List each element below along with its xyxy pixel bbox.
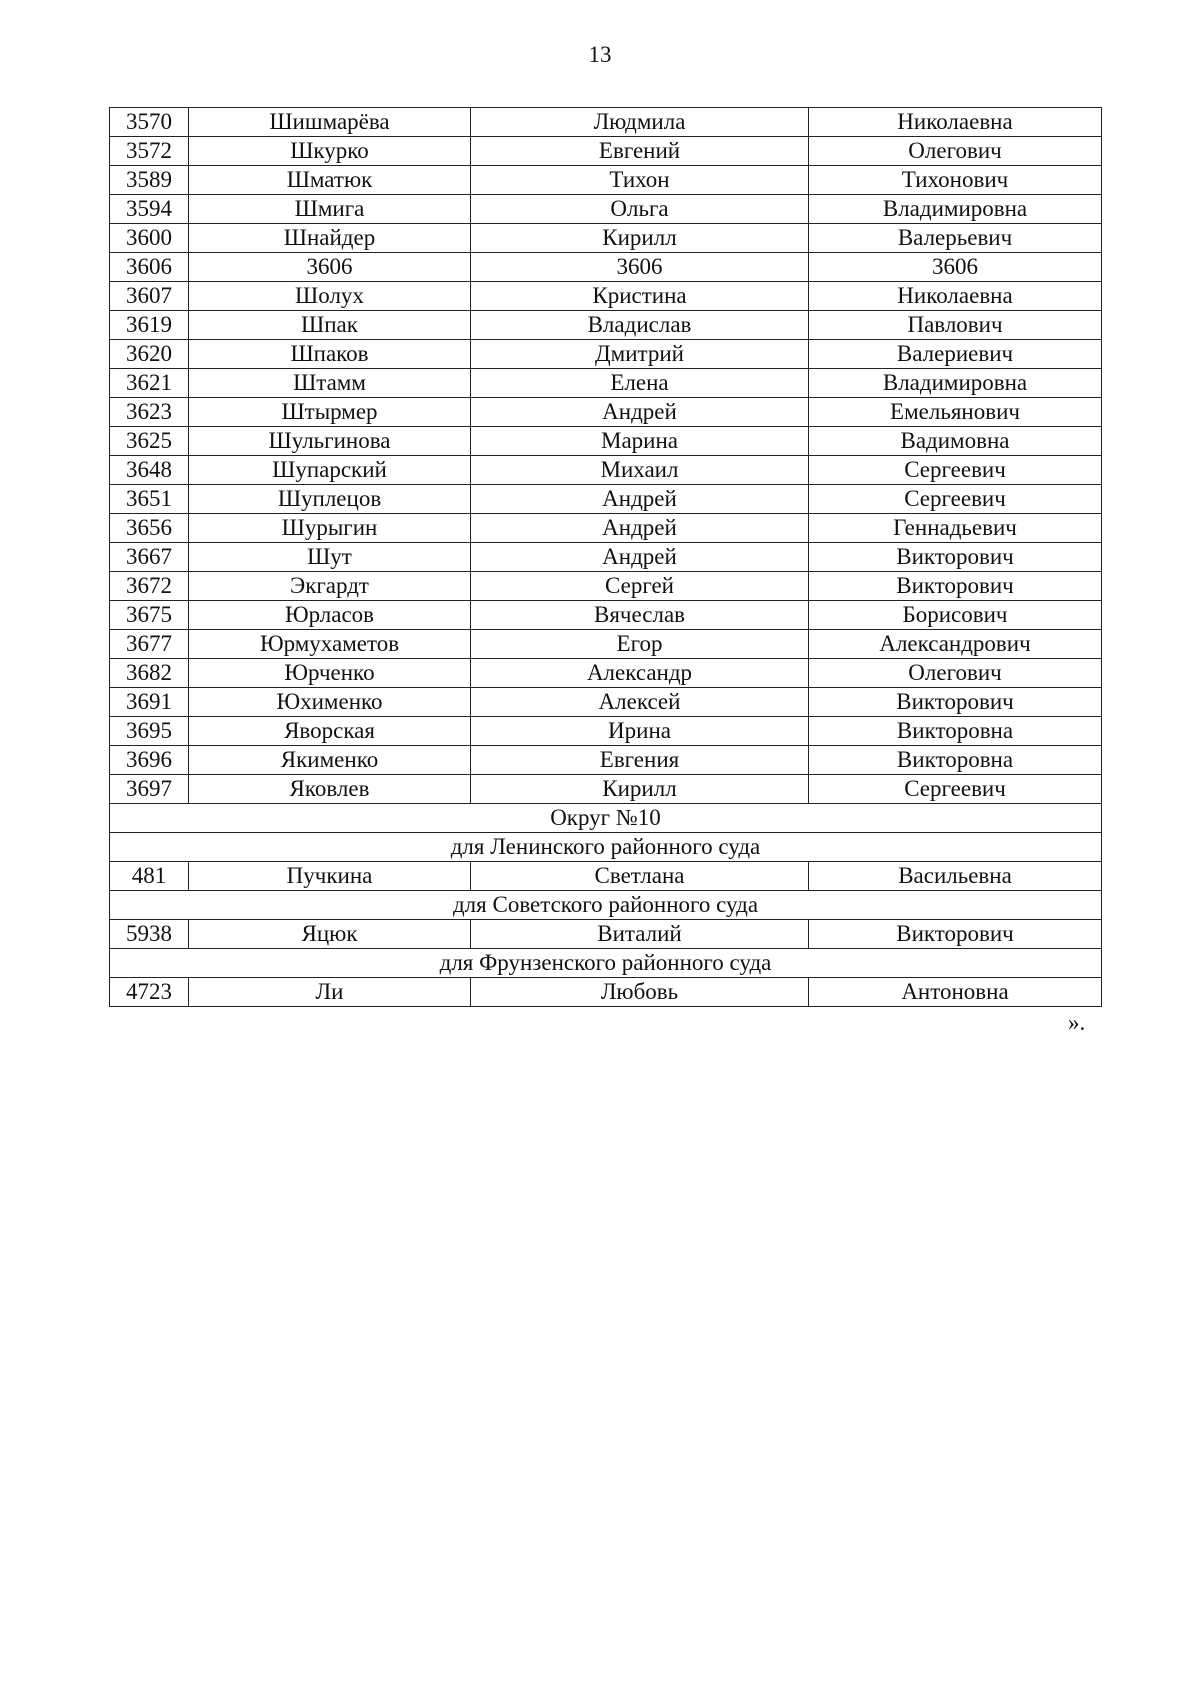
table-row	[110, 572, 1102, 601]
first-name: Кирилл	[471, 775, 809, 804]
row-number: 3695	[110, 717, 189, 746]
last-name: Яковлев	[189, 775, 471, 804]
court-heading-row	[110, 949, 1102, 978]
first-name: Дмитрий	[471, 340, 809, 369]
table-row	[110, 630, 1102, 659]
last-name: Шут	[189, 543, 471, 572]
table-row	[110, 427, 1102, 456]
juror-list-table	[109, 107, 1102, 1007]
last-name: Шульгинова	[189, 427, 471, 456]
first-name: Евгений	[471, 137, 809, 166]
first-name: Любовь	[471, 978, 809, 1007]
patronymic: Владимировна	[809, 195, 1102, 224]
row-number: 3682	[110, 659, 189, 688]
last-name: Экгардт	[189, 572, 471, 601]
first-name: Марина	[471, 427, 809, 456]
court-heading: для Ленинского районного суда	[110, 833, 1102, 862]
patronymic: Сергеевич	[809, 775, 1102, 804]
patronymic: Олегович	[809, 137, 1102, 166]
patronymic: Сергеевич	[809, 485, 1102, 514]
table-row	[110, 543, 1102, 572]
row-number: 3667	[110, 543, 189, 572]
row-number: 3607	[110, 282, 189, 311]
patronymic: Владимировна	[809, 369, 1102, 398]
last-name: Юхименко	[189, 688, 471, 717]
table-row	[110, 369, 1102, 398]
row-number: 3677	[110, 630, 189, 659]
first-name: Кристина	[471, 282, 809, 311]
last-name: Яцюк	[189, 920, 471, 949]
first-name: Сергей	[471, 572, 809, 601]
table-row	[110, 195, 1102, 224]
table-row	[110, 978, 1102, 1007]
table-row	[110, 108, 1102, 137]
last-name: Яворская	[189, 717, 471, 746]
patronymic: Викторович	[809, 543, 1102, 572]
table-row	[110, 746, 1102, 775]
last-name: Шурыгин	[189, 514, 471, 543]
first-name: Людмила	[471, 108, 809, 137]
last-name: Шпаков	[189, 340, 471, 369]
patronymic: Викторович	[809, 920, 1102, 949]
row-number: 3570	[110, 108, 189, 137]
row-number: 4723	[110, 978, 189, 1007]
first-name: Владислав	[471, 311, 809, 340]
patronymic: Емельянович	[809, 398, 1102, 427]
table-row	[110, 456, 1102, 485]
patronymic: Васильевна	[809, 862, 1102, 891]
first-name: Елена	[471, 369, 809, 398]
patronymic: Павлович	[809, 311, 1102, 340]
patronymic: Валерьевич	[809, 224, 1102, 253]
table-row	[110, 282, 1102, 311]
last-name: Шупарский	[189, 456, 471, 485]
patronymic: 3606	[809, 253, 1102, 282]
patronymic: Николаевна	[809, 108, 1102, 137]
table-row	[110, 514, 1102, 543]
patronymic: Борисович	[809, 601, 1102, 630]
row-number: 3697	[110, 775, 189, 804]
table-row	[110, 340, 1102, 369]
patronymic: Сергеевич	[809, 456, 1102, 485]
page-number: 13	[588, 42, 612, 67]
table-row	[110, 398, 1102, 427]
patronymic: Викторович	[809, 688, 1102, 717]
patronymic: Олегович	[809, 659, 1102, 688]
row-number: 3696	[110, 746, 189, 775]
row-number: 3691	[110, 688, 189, 717]
first-name: Ольга	[471, 195, 809, 224]
last-name: Юрмухаметов	[189, 630, 471, 659]
first-name: Андрей	[471, 485, 809, 514]
patronymic: Николаевна	[809, 282, 1102, 311]
first-name: Андрей	[471, 514, 809, 543]
last-name: Юрченко	[189, 659, 471, 688]
last-name: Шпак	[189, 311, 471, 340]
patronymic: Валериевич	[809, 340, 1102, 369]
first-name: Виталий	[471, 920, 809, 949]
row-number: 3623	[110, 398, 189, 427]
row-number: 3572	[110, 137, 189, 166]
last-name: Ли	[189, 978, 471, 1007]
first-name: Александр	[471, 659, 809, 688]
closing-quote-mark: ».	[1068, 1010, 1086, 1035]
last-name: Шишмарёва	[189, 108, 471, 137]
last-name: Шуплецов	[189, 485, 471, 514]
last-name: Пучкина	[189, 862, 471, 891]
patronymic: Викторовна	[809, 717, 1102, 746]
patronymic: Александрович	[809, 630, 1102, 659]
first-name: Кирилл	[471, 224, 809, 253]
last-name: Штырмер	[189, 398, 471, 427]
table-row	[110, 485, 1102, 514]
first-name: Егор	[471, 630, 809, 659]
patronymic: Вадимовна	[809, 427, 1102, 456]
last-name: Штамм	[189, 369, 471, 398]
table-row	[110, 862, 1102, 891]
row-number: 3589	[110, 166, 189, 195]
row-number: 3600	[110, 224, 189, 253]
last-name: Шматюк	[189, 166, 471, 195]
table-row	[110, 137, 1102, 166]
row-number: 3648	[110, 456, 189, 485]
row-number: 3625	[110, 427, 189, 456]
table-row	[110, 253, 1102, 282]
row-number: 3675	[110, 601, 189, 630]
court-heading: для Фрунзенского районного суда	[110, 949, 1102, 978]
row-number: 3621	[110, 369, 189, 398]
first-name: Вячеслав	[471, 601, 809, 630]
table-row	[110, 601, 1102, 630]
table-row	[110, 166, 1102, 195]
first-name: Андрей	[471, 543, 809, 572]
first-name: Тихон	[471, 166, 809, 195]
last-name: Юрласов	[189, 601, 471, 630]
first-name: Ирина	[471, 717, 809, 746]
district-heading: Округ №10	[110, 804, 1102, 833]
court-heading-row	[110, 891, 1102, 920]
table-row	[110, 659, 1102, 688]
table-row	[110, 717, 1102, 746]
patronymic: Викторовна	[809, 746, 1102, 775]
patronymic: Геннадьевич	[809, 514, 1102, 543]
patronymic: Викторович	[809, 572, 1102, 601]
first-name: Евгения	[471, 746, 809, 775]
table-row	[110, 224, 1102, 253]
last-name: Шмига	[189, 195, 471, 224]
table-row	[110, 920, 1102, 949]
row-number: 3619	[110, 311, 189, 340]
patronymic: Антоновна	[809, 978, 1102, 1007]
last-name: Шолух	[189, 282, 471, 311]
table-row	[110, 688, 1102, 717]
court-heading: для Советского районного суда	[110, 891, 1102, 920]
last-name: 3606	[189, 253, 471, 282]
row-number: 3651	[110, 485, 189, 514]
last-name: Шнайдер	[189, 224, 471, 253]
row-number: 3656	[110, 514, 189, 543]
row-number: 3672	[110, 572, 189, 601]
row-number: 3606	[110, 253, 189, 282]
first-name: Михаил	[471, 456, 809, 485]
row-number: 5938	[110, 920, 189, 949]
table-row	[110, 775, 1102, 804]
row-number: 481	[110, 862, 189, 891]
first-name: Светлана	[471, 862, 809, 891]
first-name: 3606	[471, 253, 809, 282]
first-name: Алексей	[471, 688, 809, 717]
row-number: 3594	[110, 195, 189, 224]
last-name: Шкурко	[189, 137, 471, 166]
last-name: Якименко	[189, 746, 471, 775]
first-name: Андрей	[471, 398, 809, 427]
table-row	[110, 311, 1102, 340]
district-heading-row	[110, 804, 1102, 833]
row-number: 3620	[110, 340, 189, 369]
patronymic: Тихонович	[809, 166, 1102, 195]
court-heading-row	[110, 833, 1102, 862]
